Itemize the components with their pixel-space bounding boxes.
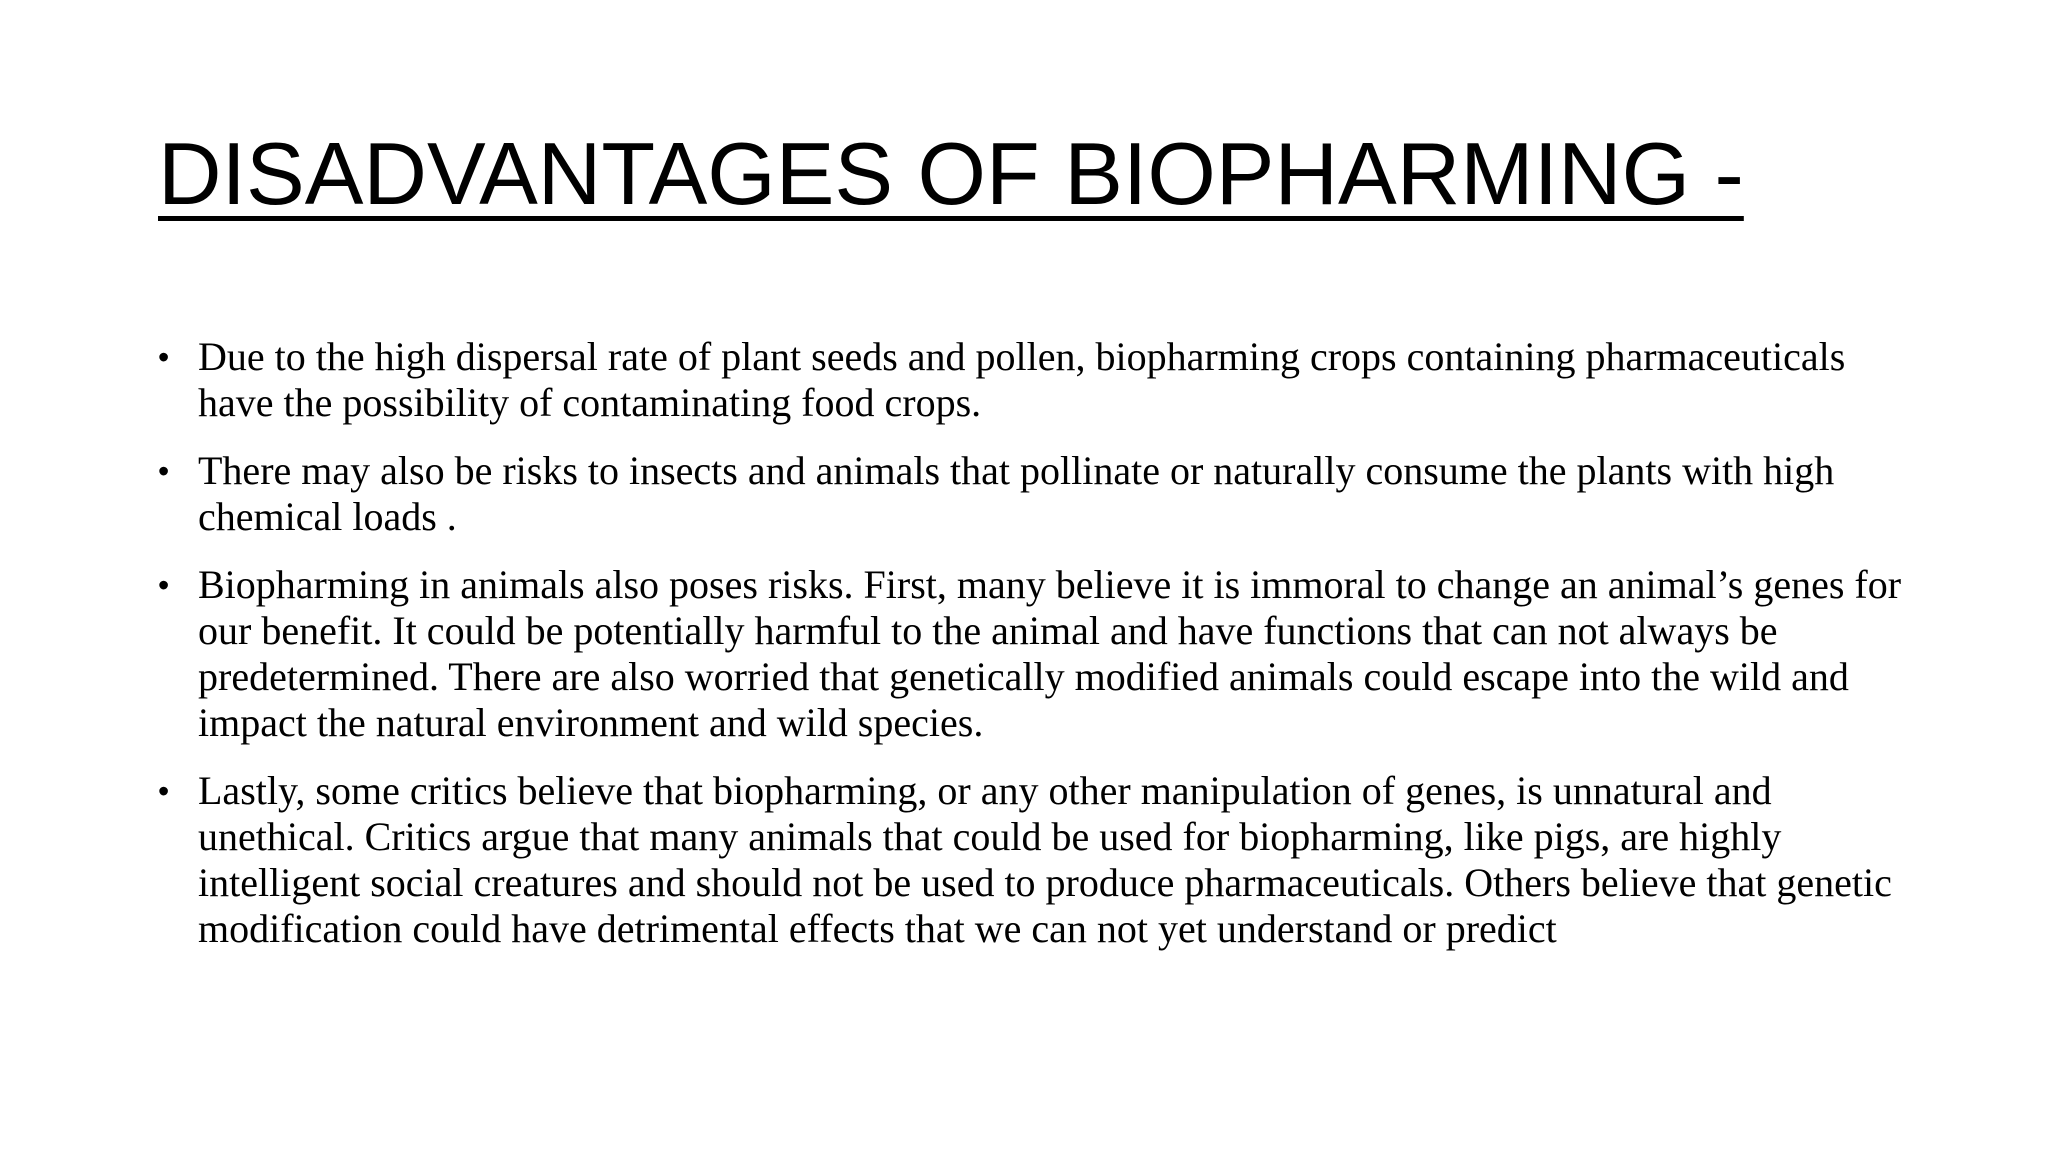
bullet-list	[158, 334, 1918, 974]
bullet-text: Biopharming in animals also poses risks. First, many believe it is immoral to change an animal’s genes for our benefit. It could be potentially harmful to the animal and have functions that can not always be predetermined. There are also worried that genetically modified animals could escape into the wild and impact the natural environment and wild species.	[198, 562, 1902, 745]
bullet-text: There may also be risks to insects and animals that pollinate or naturally consume the plants with high chemical loads .	[198, 448, 1835, 539]
bullet-marker-icon: •	[158, 339, 170, 375]
slide-title: DISADVANTAGES OF BIOPHARMING -	[158, 124, 1744, 223]
bullet-item	[158, 334, 1918, 426]
bullet-text: Due to the high dispersal rate of plant seeds and pollen, biopharming crops containing pharmaceuticals have the possibility of contaminating food crops.	[198, 334, 1846, 425]
bullet-marker-icon: •	[158, 773, 170, 809]
bullet-marker-icon: •	[158, 453, 170, 489]
bullet-item	[158, 562, 1918, 746]
bullet-item	[158, 448, 1918, 540]
bullet-text: Lastly, some critics believe that biopharming, or any other manipulation of genes, is unnatural and unethical. Critics argue that many animals that could be used for biopharming, like pigs, are highly intelligent social creatures and should not be used to produce pharmaceuticals. Others believe that genetic modification could have detrimental effects that we can not yet understand or predict	[198, 768, 1892, 951]
bullet-item	[158, 768, 1918, 952]
bullet-marker-icon: •	[158, 567, 170, 603]
